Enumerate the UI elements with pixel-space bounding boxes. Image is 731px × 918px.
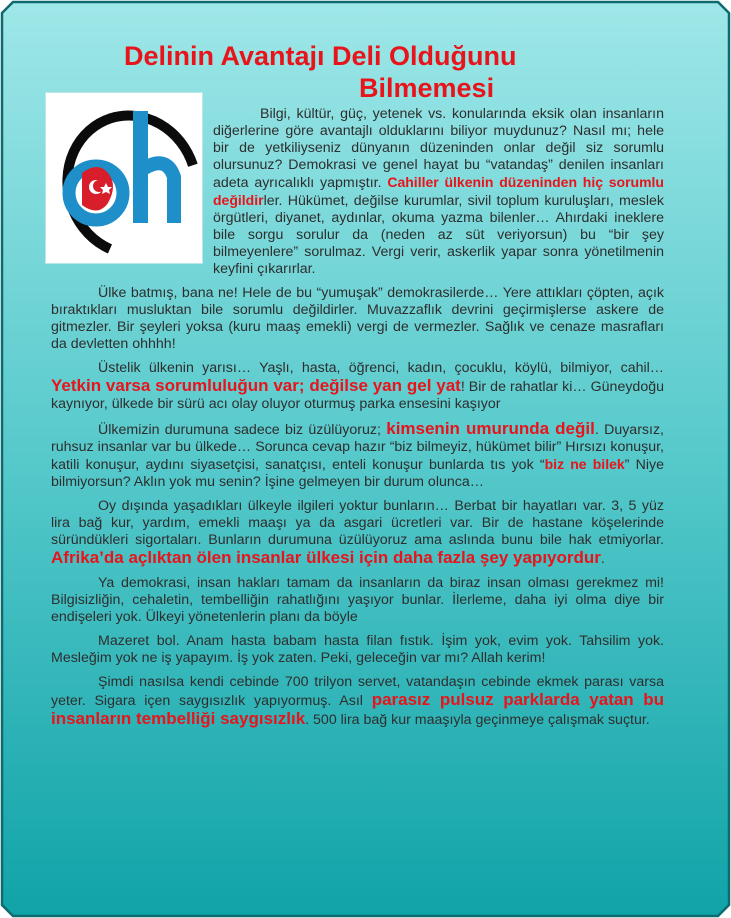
body-text: . xyxy=(600,551,605,567)
body-text: . Duyarsız, ruhsuz insanlar var bu ülkede… Sorunca cevap hazır “biz bilmeyiz, hükümet bilir” Hırsızı konuşur, katili konuşur, aydını siyasetçisi, sanatçısı, enteli konuşur bunlarda tıs yok “ xyxy=(51,422,664,473)
article xyxy=(51,40,664,736)
paragraph xyxy=(51,633,664,667)
body-text: Ülkemizin durumuna sadece biz üzülüyoruz; xyxy=(98,422,387,438)
title-line-2: Bilmemesi xyxy=(359,73,495,103)
body-text: Oy dışında yaşadıkları ülkeyle ilgileri yoktur bunların… Berbat bir hayatları var. 3, 5 yüz lira bağ kur, yardım, emekli maaşı ya da asgari ücretleri var. Bir de hastane köşelerinde süründükleri sigortaları. Bunların durumuna üzülüyoruz ama aslında bunu bile hak etmiyorlar. xyxy=(51,498,664,548)
body-text: ! Bir de rahatlar ki… Güneydoğu kaynıyor, ülkede bir sürü acı olay oluyor oturmuş parka ensesini kaşıyor xyxy=(51,379,664,412)
paragraph xyxy=(51,360,664,413)
body-text: Ya demokrasi, insan hakları tamam da insanların da biraz insan olması gerekmez mi! Bilgisizliğin, cehaletin, tembelliğin rahatlığını yaşıyor bunlar. İlerleme, daha iyi olma diye bir endişeleri yok. Ülkeyi yönetenlerin planı da böyle xyxy=(51,575,664,625)
paragraph xyxy=(51,498,664,568)
dh-logo-icon xyxy=(45,92,203,264)
highlight-text: biz ne bilek xyxy=(544,456,625,472)
title-line-1: Delinin Avantajı Deli Olduğunu xyxy=(124,41,517,71)
body-text: Ülke batmış, bana ne! Hele de bu “yumuşak” demokrasilerde… Yere attıkları çöpten, açık bıraktıkları musluktan bile sorumlu değildirler. Muvazzaflık devrini geçirmişlerse askere de gitmezler. Bir şeyleri yoksa (kuru maaş emekli) vergi de vermezler. Sağlık ve cenaze masrafları da devletten ohhhh! xyxy=(51,285,664,352)
paragraph xyxy=(51,674,664,729)
body-text: Mazeret bol. Anam hasta babam hasta filan fıstık. İşim yok, evim yok. Tahsilim yok. Mesleğim yok ne iş yapayım. İş yok zaten. Peki, geleceğin var mı? Allah kerim! xyxy=(51,633,664,666)
highlight-text: Cahiller ülkenin düzeninden hiç sorumlu değildir xyxy=(213,174,664,208)
paragraph xyxy=(51,285,664,353)
paragraph xyxy=(51,575,664,626)
body-text: ler. Hükümet, değilse kurumlar, sivil toplum kuruluşları, meslek örgütleri, diyanet, aydınlar, okuma yazma bilenler… Ahırdaki ineklere bile sorgu sorulur da (neden az süt veriyorsun) bu “bir şey bilmeyenlere” sorulmaz. Vergi verir, askerlik yapar sonra yönetilmenin keyfini çıkarırlar. xyxy=(213,193,664,277)
highlight-text: parasız pulsuz parklarda yatan bu insanların tembelliği saygısızlık xyxy=(51,690,665,728)
body-text: Bilgi, kültür, güç, yetenek vs. konularında eksik olan insanların diğerlerine göre avantajlı olduklarını biliyor muydunuz? Nasıl mı; hele bir de yetkiliyseniz dünyanın düzeninden onlar değil siz sorumlu olursunuz? Demokrasi ve genel hayat bu “vatandaş” denilen insanları adeta ayrıcalıklı yapmıştır. xyxy=(213,106,664,191)
body-text: ” Niye bilmiyorsun? Aklın yok mu senin? İşine gelmeyen bir durum olunca… xyxy=(51,457,664,490)
body-text: Şimdi nasılsa kendi cebinde 700 trilyon servet, vatandaşın cebinde ekmek parası varsa yeter. Sigara içen saygısızlık yapıyormuş. Asıl xyxy=(51,674,664,709)
body-text: Üstelik ülkenin yarısı… Yaşlı, hasta, öğrenci, kadın, çocuklu, köylü, bilmiyor, cahil… xyxy=(98,360,664,376)
paragraph xyxy=(51,420,664,491)
highlight-text: kimsenin umurunda değil xyxy=(386,419,595,438)
highlight-text: Yetkin varsa sorumluluğun var; değilse yan gel yat xyxy=(51,376,461,395)
highlight-text: Afrika’da açlıktan ölen insanlar ülkesi için daha fazla şey yapıyordur xyxy=(51,548,601,567)
body-text: . 500 lira bağ kur maaşıyla geçinmeye çalışmak suçtur. xyxy=(305,712,650,728)
